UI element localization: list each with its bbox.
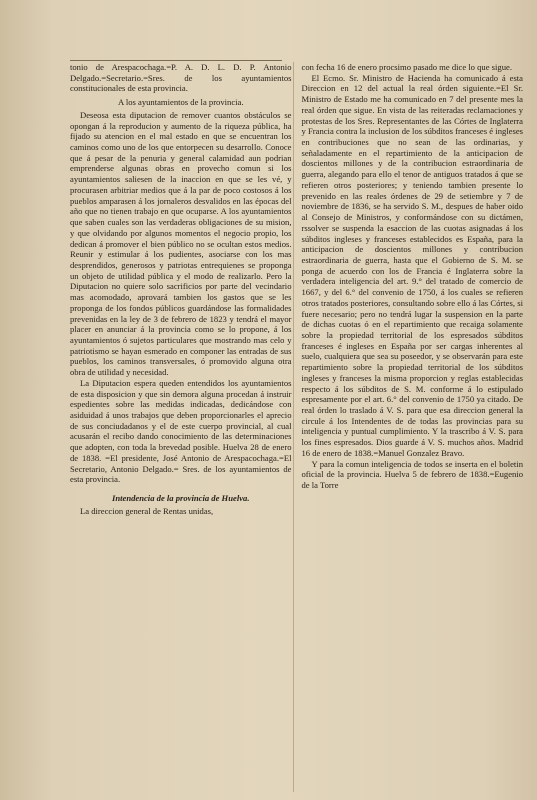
left-paragraph-4: La direccion general de Rentas unidas, (80, 505, 214, 516)
left-paragraph-1: tonio de Arespacochaga.=P. A. D. L. D. P. Antonio Delgado.=Secretario.=Sres. de los ayuntamientos constitucionales de esta provincia. (70, 62, 292, 94)
right-paragraph-3: Y para la comun inteligencia de todos se inserta en el boletin oficial de la provincia. Huelva 5 de febrero de 1838.=Eugenio de la Torre (301, 458, 523, 491)
right-paragraph-2: El Ecmo. Sr. Ministro de Hacienda ha comunicado á esta Direccion en 12 del actual la real órden siguiente.=El Sr. Ministro de Estado me ha comunicado en 7 del presente mes la real órden que sigue. En vista de las reiteradas reclamaciones y protestas de los Sres. Representantes de las Córtes de Inglaterra y Francia contra la inclusion de los súbditos franceses é ingleses en contribuciones que no sean de las ordinarias, y señaladamente en el repartimiento de la anticipacion de doscientos millones y de la contribucion estraordinaria de guerra, alegando para ello el tenor de antiguos tratados á que se refieren otros posteriores; y teniendo tambien presente lo prevenido en las reales órdenes de 29 de setiembre y 7 de noviembre de 1836, se ha servido S. M., despues de haber oido al Consejo de Ministros, y conformándose con su dictámen, rssolver se suspenda la esaccion de las cuotas asignadas á los súbditos ingleses y franceses establecidos es España, para la anticipacion de doscientos millones y contribucion estraordinaria de guerra, hasta que el Gobierno de S. M. se ponga de acuerdo con los de Francia é Inglaterra sobre la verdadera inteligencia del art. 9.° del tratado de comercio de 1667, y del 6.° del convenio de 1750, á los cuales se refieren otros tratados posteriores, consultando sobre ello á las Córtes, si fuere necesario; pero no tendrá lugar la suspension en la parte de dichas cuotas ó en el repartimiento que recaiga solamente sobre la propiedad territorial de los espresados súbditos franceses é ingleses en España por ser cargas inherentes al suelo, cualquiera que sea su poseedor, y se observarán para este repartimiento sobre la propiedad territorial de los súbditos ingleses y franceses la misma proporcion y reglas establecidas respecto á los súbditos de S. M. conforme á lo estipulado espresamente por el art. 6.° del convenio de 1750 ya citado. De real órden lo traslado á V. S. para que esa direccion general la circule á los Intendentes de de todas las provincias para su inteligencia y puntual cumplimiento. Y la trascribo á V. S. para los fines espresados. Dios guarde á V. S. muchos años. Madrid 16 de enero de 1838.=Manuel Gonzalez Bravo. (301, 72, 523, 458)
column-gutter (293, 62, 294, 792)
left-paragraph-3: La Diputacion espera queden entendidos los ayuntamientos de esta disposicion y que sin demora alguna procedan á instruir espedientes sobre las medidas indicadas, dedicándose con asiduidad á unos trabajos que deben proporcionarles el aprecio de sus conciudadanos y el de este cuerpo provincial, al cual acusarán el recibo dando conocimiento de las determinaciones que adopten, con toda la brevedad posible. Huelva 28 de enero de 1838. =El presidente, José Antonio de Arespacochaga.=El Secretario, Antonio Delgado.= Sres. de los ayuntamientos de esta provincia. (70, 377, 292, 485)
right-paragraph-1: con fecha 16 de enero procsimo pasado me dice lo que sigue. (301, 62, 512, 72)
left-paragraph-2: Deseosa esta diputacion de remover cuantos obstáculos se opongan á la reproducion y aumento de la riqueza pública, ha fijado su atencion en el mal estado en que se encuentran los caminos como uno de los que entorpecen su desarrollo. Conoce que á pesar de la penuria y general calamidad aun podrian emprenderse algunas obras en provecho comun si los ayuntamientos saliesen de la inaccion en que se les vé, y procurasen arbitriar medios que á la par de poco costosos á los pueblos amparasen á los jornaleros desvalidos en las épocas del año que no tienen trabajo en que ocuparse. A los ayuntamientos que saben cuales son las verdaderas obligaciones de su mision, y que olvidando por algunos momentos el negocio propio, los dedican á promover el bien público no se ocultan estos medios. Reunir y estimular á los pudientes, asociarse con los mas desprendidos, generosos y patriotas entrequienes se proponga un objeto de utilidad pública y el modo de realizarlo. Pero la Diputacion no quiere solo sacrificios por parte del vecindario mas acomodado, aprovará tambien los gastos que se les proponga de los fondos públicos guardándose las formalidades prevenidas en la ley de 3 de febrero de 1823 y tendrá el mayor placer en anunciar á la provincia como se lo propone, á los ayuntamientos ó sujetos particulares que mostrando mas celo y patriotismo se hayan esmerado en componer las entradas de sus pueblos, los caminos transversales, ó promovido alguna otra obra de utilidad y necesidad. (70, 109, 292, 378)
top-rule (70, 60, 282, 61)
right-column (302, 62, 524, 516)
left-heading-2: Intendencia de la provincia de Huelva. (112, 493, 250, 504)
left-heading: A los ayuntamientos de la provincia. (117, 97, 244, 108)
text-columns (70, 62, 523, 516)
left-column (70, 62, 292, 516)
